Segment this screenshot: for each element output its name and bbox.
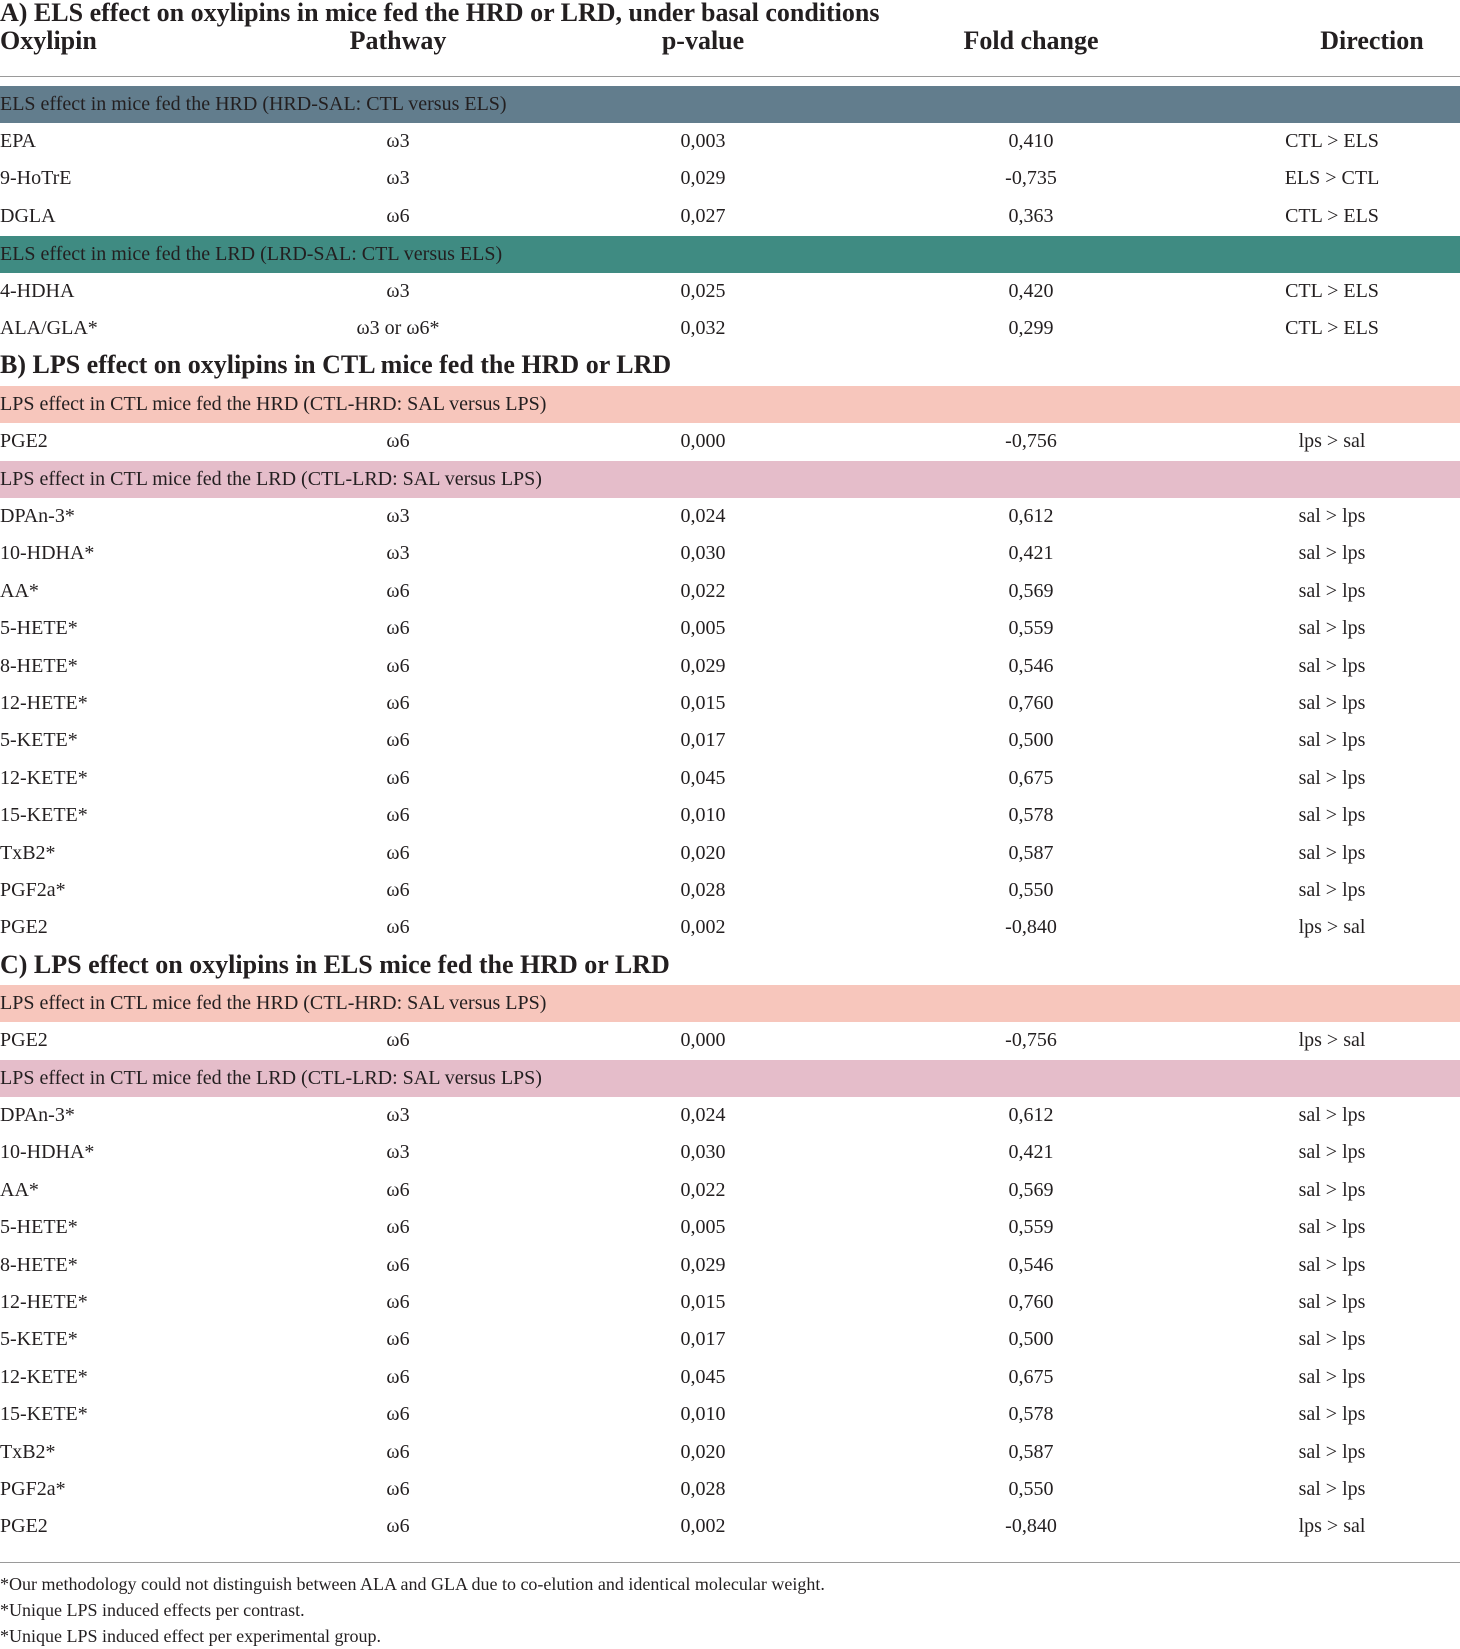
direction-cell: sal > lps	[1298, 654, 1366, 677]
direction-cell: sal > lps	[1298, 1403, 1366, 1426]
oxylipin-cell: 10-HDHA*	[0, 542, 95, 565]
direction-cell: sal > lps	[1298, 1141, 1366, 1164]
direction-cell: sal > lps	[1298, 729, 1366, 752]
table-row	[0, 573, 1460, 610]
oxylipin-cell: AA*	[0, 579, 39, 602]
table-row	[0, 273, 1460, 310]
pathway-cell: ω6	[386, 430, 410, 452]
fold-change-cell: 0,299	[1008, 317, 1054, 340]
pathway-cell: ω6	[386, 1253, 410, 1276]
table-row	[0, 1321, 1460, 1358]
direction-cell: sal > lps	[1298, 1178, 1366, 1201]
direction-cell: sal > lps	[1298, 1440, 1366, 1463]
pathway-cell: ω6	[386, 729, 410, 752]
fold-change-cell: -0,756	[1005, 430, 1057, 452]
pvalue-cell: 0,010	[680, 804, 726, 827]
footer-rule	[0, 1562, 1460, 1563]
footnotes	[0, 1571, 825, 1649]
fold-change-cell: 0,760	[1008, 692, 1054, 714]
oxylipin-cell: ALA/GLA*	[0, 317, 98, 340]
fold-change-cell: 0,612	[1008, 1104, 1054, 1126]
pvalue-cell: 0,024	[680, 1104, 726, 1126]
pathway-cell: ω6	[386, 1365, 410, 1388]
fold-change-cell: 0,421	[1008, 1141, 1054, 1164]
oxylipin-cell: 4-HDHA	[0, 280, 75, 302]
oxylipin-cell: 12-HETE*	[0, 1291, 88, 1313]
table-row	[0, 1172, 1460, 1209]
table-row	[0, 872, 1460, 909]
table-row	[0, 1359, 1460, 1396]
oxylipin-cell: 5-HETE*	[0, 617, 78, 640]
fold-change-cell: 0,587	[1008, 1440, 1054, 1463]
pvalue-cell: 0,000	[680, 1029, 726, 1051]
oxylipin-cell: DGLA	[0, 204, 56, 227]
table-row	[0, 1471, 1460, 1508]
table-row	[0, 797, 1460, 834]
oxylipin-cell: 9-HoTrE	[0, 167, 72, 190]
group-header-c-ctl-hrd: LPS effect in CTL mice fed the HRD (CTL-HRD: SAL versus LPS)	[0, 985, 1460, 1022]
direction-cell: sal > lps	[1298, 505, 1366, 527]
oxylipin-cell: 5-KETE*	[0, 1328, 78, 1351]
group-header-b-ctl-lrd: LPS effect in CTL mice fed the LRD (CTL-LRD: SAL versus LPS)	[0, 461, 1460, 498]
table-row	[0, 1396, 1460, 1433]
direction-cell: sal > lps	[1298, 879, 1366, 901]
table-row	[0, 198, 1460, 235]
column-header-direction: Direction	[1320, 26, 1424, 55]
direction-cell: ELS > CTL	[1284, 167, 1380, 190]
direction-cell: lps > sal	[1298, 916, 1366, 939]
fold-change-cell: 0,546	[1008, 654, 1054, 677]
direction-cell: sal > lps	[1298, 1216, 1366, 1239]
pathway-cell: ω6	[386, 204, 410, 227]
fold-change-cell: 0,550	[1008, 879, 1054, 901]
pvalue-cell: 0,005	[680, 1216, 726, 1239]
table-row	[0, 722, 1460, 759]
oxylipin-cell: PGF2a*	[0, 879, 66, 901]
pathway-cell: ω6	[386, 579, 410, 602]
pvalue-cell: 0,015	[680, 692, 726, 714]
table-row	[0, 685, 1460, 722]
table-row	[0, 610, 1460, 647]
section-title-b: B) LPS effect on oxylipins in CTL mice fed the HRD or LRD	[0, 350, 672, 379]
direction-cell: sal > lps	[1298, 766, 1366, 789]
oxylipin-cell: 15-KETE*	[0, 804, 88, 827]
pathway-cell: ω3	[386, 542, 410, 565]
direction-cell: CTL > ELS	[1285, 130, 1379, 152]
table-row	[0, 1134, 1460, 1171]
pathway-cell: ω3	[386, 505, 410, 527]
oxylipin-cell: PGE2	[0, 430, 48, 452]
direction-cell: sal > lps	[1298, 1365, 1366, 1388]
pvalue-cell: 0,028	[680, 1478, 726, 1500]
footnote-ala-gla: *Our methodology could not distinguish between ALA and GLA due to co-elution and identical molecular weight.	[0, 1574, 825, 1594]
direction-cell: CTL > ELS	[1285, 204, 1379, 227]
pvalue-cell: 0,017	[680, 1328, 726, 1351]
pathway-cell: ω6	[386, 879, 410, 901]
fold-change-cell: 0,578	[1008, 1403, 1054, 1426]
table-row	[0, 160, 1460, 197]
pvalue-cell: 0,020	[680, 1440, 726, 1463]
pathway-cell: ω6	[386, 1515, 410, 1538]
direction-cell: CTL > ELS	[1285, 280, 1379, 302]
pvalue-cell: 0,022	[680, 1178, 726, 1201]
direction-cell: sal > lps	[1298, 617, 1366, 640]
pvalue-cell: 0,010	[680, 1403, 726, 1426]
pvalue-cell: 0,022	[680, 579, 726, 602]
direction-cell: sal > lps	[1298, 579, 1366, 602]
pathway-cell: ω3	[386, 280, 410, 302]
oxylipin-cell: PGE2	[0, 916, 48, 939]
oxylipin-cell: 12-HETE*	[0, 692, 88, 714]
fold-change-cell: 0,550	[1008, 1478, 1054, 1500]
fold-change-cell: 0,559	[1008, 1216, 1054, 1239]
direction-cell: lps > sal	[1298, 1515, 1366, 1538]
fold-change-cell: 0,410	[1008, 130, 1054, 152]
direction-cell: sal > lps	[1298, 542, 1366, 565]
table-row	[0, 498, 1460, 535]
pathway-cell: ω6	[386, 1216, 410, 1239]
pvalue-cell: 0,032	[680, 317, 726, 340]
table-row	[0, 909, 1460, 946]
pathway-cell: ω6	[386, 1478, 410, 1500]
pathway-cell: ω6	[386, 1291, 410, 1313]
oxylipin-cell: DPAn-3*	[0, 505, 75, 527]
fold-change-cell: 0,546	[1008, 1253, 1054, 1276]
oxylipin-cell: AA*	[0, 1178, 39, 1201]
group-header-b-ctl-hrd: LPS effect in CTL mice fed the HRD (CTL-HRD: SAL versus LPS)	[0, 386, 1460, 423]
fold-change-cell: 0,760	[1008, 1291, 1054, 1313]
oxylipin-cell: PGF2a*	[0, 1478, 66, 1500]
table-row	[0, 1434, 1460, 1471]
footnote-per-contrast: *Unique LPS induced effects per contrast.	[0, 1600, 305, 1620]
pvalue-cell: 0,000	[680, 430, 726, 452]
fold-change-cell: 0,500	[1008, 1328, 1054, 1351]
fold-change-cell: -0,735	[1005, 167, 1057, 190]
pvalue-cell: 0,020	[680, 841, 726, 864]
direction-cell: sal > lps	[1298, 1253, 1366, 1276]
table-row	[0, 1284, 1460, 1321]
pathway-cell: ω6	[386, 617, 410, 640]
table-row	[0, 1022, 1460, 1059]
table-row	[0, 423, 1460, 460]
pvalue-cell: 0,017	[680, 729, 726, 752]
column-header-fold-change: Fold change	[963, 26, 1099, 55]
oxylipin-cell: TxB2*	[0, 1440, 56, 1463]
fold-change-cell: -0,840	[1005, 916, 1057, 939]
fold-change-cell: 0,421	[1008, 542, 1054, 565]
oxylipin-cell: TxB2*	[0, 841, 56, 864]
pvalue-cell: 0,030	[680, 542, 726, 565]
direction-cell: sal > lps	[1298, 692, 1366, 714]
group-header-hrd-sal: ELS effect in mice fed the HRD (HRD-SAL: CTL versus ELS)	[0, 86, 1460, 123]
direction-cell: lps > sal	[1298, 430, 1366, 452]
pvalue-cell: 0,005	[680, 617, 726, 640]
pathway-cell: ω3	[386, 1104, 410, 1126]
column-header-oxylipin: Oxylipin	[0, 26, 97, 55]
fold-change-cell: 0,363	[1008, 204, 1054, 227]
direction-cell: sal > lps	[1298, 1291, 1366, 1313]
fold-change-cell: 0,420	[1008, 280, 1054, 302]
pvalue-cell: 0,030	[680, 1141, 726, 1164]
header-rule	[0, 76, 1460, 77]
oxylipin-cell: 15-KETE*	[0, 1403, 88, 1426]
fold-change-cell: 0,500	[1008, 729, 1054, 752]
pathway-cell: ω6	[386, 654, 410, 677]
oxylipin-cell: 5-KETE*	[0, 729, 78, 752]
column-header-pathway: Pathway	[349, 26, 447, 55]
fold-change-cell: -0,756	[1005, 1029, 1057, 1051]
fold-change-cell: 0,569	[1008, 579, 1054, 602]
pathway-cell: ω6	[386, 766, 410, 789]
direction-cell: sal > lps	[1298, 1104, 1366, 1126]
table-row	[0, 1247, 1460, 1284]
column-header-pvalue: p-value	[661, 26, 745, 55]
direction-cell: sal > lps	[1298, 841, 1366, 864]
oxylipin-cell: 12-KETE*	[0, 1365, 88, 1388]
fold-change-cell: 0,612	[1008, 505, 1054, 527]
pvalue-cell: 0,029	[680, 654, 726, 677]
fold-change-cell: 0,587	[1008, 841, 1054, 864]
pathway-cell: ω6	[386, 804, 410, 827]
table-row	[0, 760, 1460, 797]
oxylipin-cell: PGE2	[0, 1515, 48, 1538]
oxylipin-cell: PGE2	[0, 1029, 48, 1051]
fold-change-cell: 0,578	[1008, 804, 1054, 827]
pvalue-cell: 0,015	[680, 1291, 726, 1313]
direction-cell: sal > lps	[1298, 1478, 1366, 1500]
oxylipin-cell: 8-HETE*	[0, 1253, 78, 1276]
pvalue-cell: 0,002	[680, 1515, 726, 1538]
pvalue-cell: 0,003	[680, 130, 726, 152]
oxylipin-cell: DPAn-3*	[0, 1104, 75, 1126]
oxylipin-cell: EPA	[0, 130, 36, 152]
pvalue-cell: 0,045	[680, 1365, 726, 1388]
pathway-cell: ω6	[386, 841, 410, 864]
pathway-cell: ω6	[386, 1328, 410, 1351]
direction-cell: CTL > ELS	[1285, 317, 1379, 340]
table-row	[0, 310, 1460, 347]
pvalue-cell: 0,027	[680, 204, 726, 227]
footnote-per-group: *Unique LPS induced effect per experimental group.	[0, 1626, 382, 1646]
table-row	[0, 1209, 1460, 1246]
pathway-cell: ω3	[386, 1141, 410, 1164]
group-header-c-ctl-lrd: LPS effect in CTL mice fed the LRD (CTL-LRD: SAL versus LPS)	[0, 1060, 1460, 1097]
table-row	[0, 835, 1460, 872]
pathway-cell: ω6	[386, 1178, 410, 1201]
pathway-cell: ω6	[386, 1440, 410, 1463]
fold-change-cell: 0,675	[1008, 1365, 1054, 1388]
section-title-a: A) ELS effect on oxylipins in mice fed the HRD or LRD, under basal conditions	[0, 0, 880, 27]
pvalue-cell: 0,028	[680, 879, 726, 901]
table-row	[0, 123, 1460, 160]
group-header-lrd-sal: ELS effect in mice fed the LRD (LRD-SAL: CTL versus ELS)	[0, 236, 1460, 273]
pathway-cell: ω6	[386, 692, 410, 714]
fold-change-cell: 0,569	[1008, 1178, 1054, 1201]
direction-cell: sal > lps	[1298, 804, 1366, 827]
oxylipin-cell: 12-KETE*	[0, 766, 88, 789]
pathway-cell: ω6	[386, 916, 410, 939]
oxylipin-cell: 8-HETE*	[0, 654, 78, 677]
oxylipin-cell: 5-HETE*	[0, 1216, 78, 1239]
pathway-cell: ω3	[386, 130, 410, 152]
table-row	[0, 648, 1460, 685]
direction-cell: sal > lps	[1298, 1328, 1366, 1351]
fold-change-cell: -0,840	[1005, 1515, 1057, 1538]
pvalue-cell: 0,029	[680, 1253, 726, 1276]
table-row	[0, 1097, 1460, 1134]
pathway-cell: ω3	[386, 167, 410, 190]
table-row	[0, 1508, 1460, 1545]
fold-change-cell: 0,559	[1008, 617, 1054, 640]
pathway-cell: ω6	[386, 1403, 410, 1426]
pvalue-cell: 0,029	[680, 167, 726, 190]
pvalue-cell: 0,025	[680, 280, 726, 302]
pvalue-cell: 0,002	[680, 916, 726, 939]
oxylipin-cell: 10-HDHA*	[0, 1141, 95, 1164]
pathway-cell: ω6	[386, 1029, 410, 1051]
pvalue-cell: 0,045	[680, 766, 726, 789]
section-title-c: C) LPS effect on oxylipins in ELS mice fed the HRD or LRD	[0, 950, 670, 979]
fold-change-cell: 0,675	[1008, 766, 1054, 789]
table-row	[0, 535, 1460, 572]
pathway-cell: ω3 or ω6*	[356, 317, 440, 340]
direction-cell: lps > sal	[1298, 1029, 1366, 1051]
pvalue-cell: 0,024	[680, 505, 726, 527]
